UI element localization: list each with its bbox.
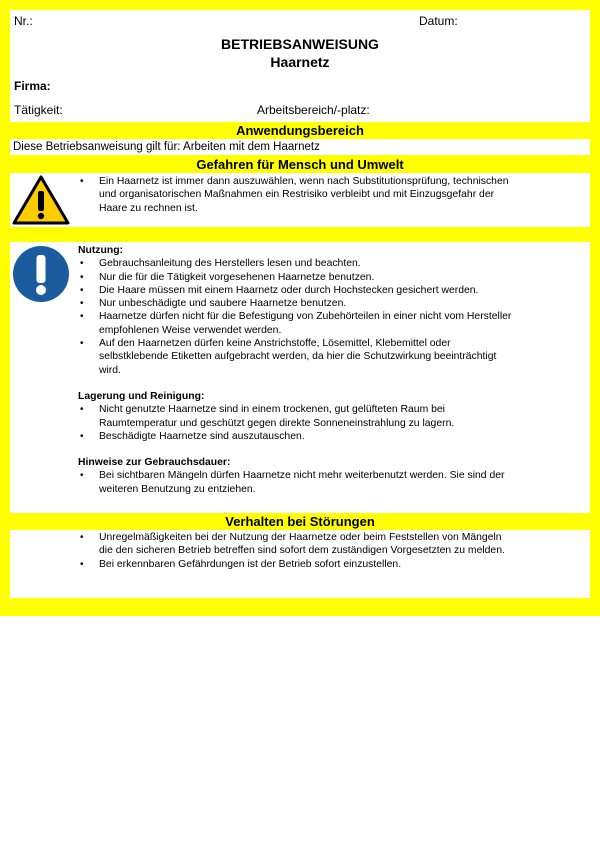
stoerungen-heading: Verhalten bei Störungen bbox=[225, 514, 375, 529]
mandatory-exclamation-icon bbox=[12, 245, 70, 303]
taetigkeit-label: Tätigkeit: bbox=[14, 103, 63, 117]
list-item: • Nur die für die Tätigkeit vorgesehenen Haarnetze benutzen. bbox=[78, 271, 518, 284]
document-title: BETRIEBSANWEISUNG bbox=[221, 36, 379, 52]
list-item: • Auf den Haarnetzen dürfen keine Anstrichstoffe, Lösemittel, Klebemittel oder selbstklebende Etiketten aufgebracht werden, da hier die Schutzwirkung beeinträchtigt wird. bbox=[78, 337, 518, 377]
list-item: • Gebrauchsanleitung des Herstellers lesen und beachten. bbox=[78, 257, 518, 270]
nutzung-heading: Nutzung: bbox=[78, 245, 124, 256]
datum-label: Datum: bbox=[419, 14, 458, 28]
lagerung-list bbox=[78, 403, 518, 443]
warning-triangle-icon bbox=[12, 175, 70, 225]
hinweise-heading: Hinweise zur Gebrauchsdauer: bbox=[78, 457, 231, 469]
list-item: • Haarnetze dürfen nicht für die Befestigung von Zubehörteilen in einer nicht vom Hersteller empfohlenen Weise verwendet werden. bbox=[78, 310, 518, 337]
gefahren-list bbox=[78, 175, 518, 215]
hinweise-list bbox=[78, 469, 518, 496]
arbeitsbereich-label: Arbeitsbereich/-platz: bbox=[257, 103, 370, 117]
list-item: • Die Haare müssen mit einem Haarnetz oder durch Hochstecken gesichert werden. bbox=[78, 284, 518, 297]
list-item: • Bei sichtbaren Mängeln dürfen Haarnetze nicht mehr weiterbenutzt werden. Sie sind der weiteren Benutzung zu entziehen. bbox=[78, 469, 518, 496]
list-item: • Bei erkennbaren Gefährdungen ist der Betrieb sofort einzustellen. bbox=[78, 558, 518, 571]
anwendungsbereich-text: Diese Betriebsanweisung gilt für: Arbeiten mit dem Haarnetz bbox=[13, 141, 320, 153]
gefahren-heading: Gefahren für Mensch und Umwelt bbox=[196, 157, 404, 172]
stoerungen-list bbox=[78, 531, 518, 571]
lagerung-heading: Lagerung und Reinigung: bbox=[78, 390, 205, 402]
anwendungsbereich-heading: Anwendungsbereich bbox=[236, 123, 364, 138]
nutzung-list bbox=[78, 257, 518, 377]
list-item: • Nur unbeschädigte und saubere Haarnetze benutzen. bbox=[78, 297, 518, 310]
schutz-content bbox=[78, 244, 568, 496]
document-subtitle: Haarnetz bbox=[270, 54, 330, 70]
nr-label: Nr.: bbox=[14, 14, 33, 28]
list-item: • Beschädigte Haarnetze sind auszutauschen. bbox=[78, 430, 518, 443]
list-item: • Nicht genutzte Haarnetze sind in einem trockenen, gut gelüfteten Raum bei Raumtemperatur und geschützt gegen direkte Sonneneinstrahlung zu lagern. bbox=[78, 403, 518, 430]
list-item: • Unregelmäßigkeiten bei der Nutzung der Haarnetze oder beim Feststellen von Mängeln die den sicheren Betrieb betreffen sind sofort dem zuständigen Vorgesetzten zu melden. bbox=[78, 531, 518, 558]
list-item: • Ein Haarnetz ist immer dann auszuwählen, wenn nach Substitutionsprüfung, technischen und organisatorischen Maßnahmen ein Restrisiko verbleibt und mit Einzugsgefahr der Haare zu rechnen ist. bbox=[78, 175, 518, 215]
firma-label: Firma: bbox=[14, 79, 51, 93]
